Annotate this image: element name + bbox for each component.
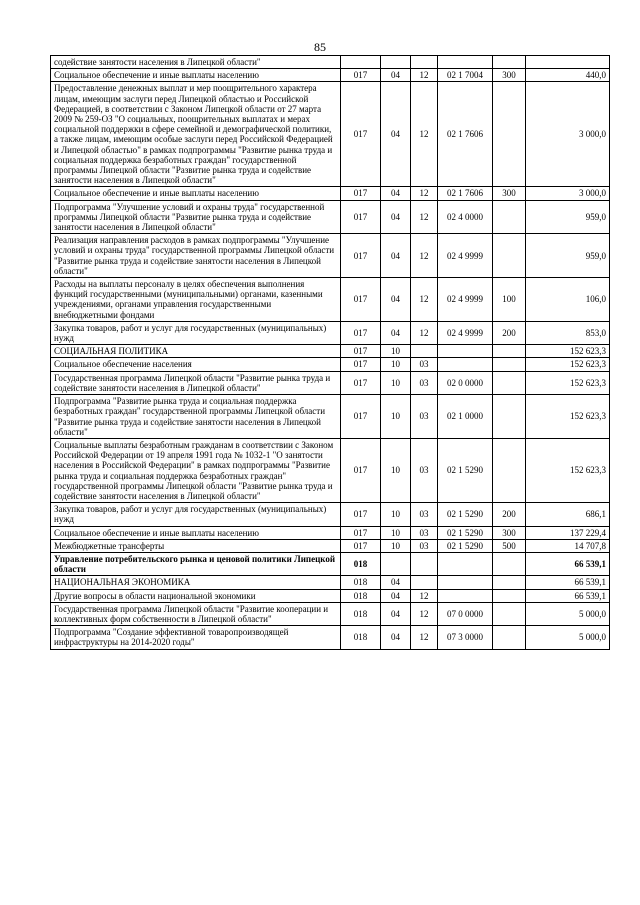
row-name-cell: Закупка товаров, работ и услуг для государственных (муниципальных) нужд [51,503,341,526]
row-rz-cell: 04 [381,278,411,322]
table-row [51,187,610,200]
row-vr-cell: 200 [493,321,526,344]
row-csr-cell: 02 1 5290 [438,539,493,552]
row-name-cell: Другие вопросы в области национальной экономики [51,589,341,602]
row-csr-cell: 02 4 9999 [438,321,493,344]
table-row [51,56,610,69]
row-pr-cell: 12 [411,234,438,278]
row-sum-cell: 686,1 [526,503,610,526]
row-rz-cell: 10 [381,438,411,502]
table-row [51,503,610,526]
row-rz-cell: 04 [381,200,411,234]
row-vr-cell: 300 [493,69,526,82]
row-name-cell: Подпрограмма "Улучшение условий и охраны труда" государственной программы Липецкой области "Развитие рынка труда и содействие занятости населения в Липецкой области" [51,200,341,234]
row-ved-cell: 017 [341,187,381,200]
row-sum-cell: 152 623,3 [526,371,610,394]
row-rz-cell [381,56,411,69]
row-name-cell: Социальное обеспечение и иные выплаты населению [51,187,341,200]
row-ved-cell: 018 [341,602,381,625]
row-ved-cell: 017 [341,82,381,187]
row-vr-cell [493,576,526,589]
row-rz-cell: 10 [381,345,411,358]
row-csr-cell [438,358,493,371]
row-sum-cell: 5 000,0 [526,626,610,649]
row-ved-cell: 017 [341,371,381,394]
row-rz-cell: 04 [381,187,411,200]
row-name-cell: Государственная программа Липецкой области "Развитие рынка труда и содействие занятости населения в Липецкой области" [51,371,341,394]
row-rz-cell: 04 [381,234,411,278]
table-row [51,602,610,625]
row-csr-cell [438,56,493,69]
row-rz-cell: 04 [381,82,411,187]
row-ved-cell: 017 [341,395,381,439]
row-name-cell: НАЦИОНАЛЬНАЯ ЭКОНОМИКА [51,576,341,589]
row-sum-cell: 137 229,4 [526,526,610,539]
row-vr-cell [493,438,526,502]
row-pr-cell [411,552,438,575]
row-vr-cell [493,371,526,394]
row-ved-cell: 018 [341,552,381,575]
row-csr-cell [438,552,493,575]
table-row [51,552,610,575]
row-ved-cell: 017 [341,438,381,502]
row-vr-cell: 300 [493,187,526,200]
row-name-cell: Государственная программа Липецкой области "Развитие кооперации и коллективных форм собственности в Липецкой области" [51,602,341,625]
row-vr-cell [493,589,526,602]
row-pr-cell: 03 [411,395,438,439]
row-pr-cell: 12 [411,321,438,344]
table-row [51,278,610,322]
row-rz-cell: 04 [381,626,411,649]
row-vr-cell [493,234,526,278]
row-sum-cell: 152 623,3 [526,395,610,439]
row-csr-cell: 02 1 5290 [438,526,493,539]
row-sum-cell: 440,0 [526,69,610,82]
row-pr-cell: 03 [411,438,438,502]
row-csr-cell [438,589,493,602]
row-rz-cell [381,552,411,575]
row-sum-cell: 3 000,0 [526,187,610,200]
row-pr-cell: 03 [411,526,438,539]
row-ved-cell: 017 [341,69,381,82]
row-csr-cell [438,345,493,358]
row-ved-cell: 017 [341,358,381,371]
table-row [51,321,610,344]
budget-table-body [51,56,610,650]
row-ved-cell [341,56,381,69]
row-sum-cell: 14 707,8 [526,539,610,552]
row-csr-cell: 02 1 7004 [438,69,493,82]
table-row [51,526,610,539]
row-csr-cell: 02 1 0000 [438,395,493,439]
row-rz-cell: 04 [381,589,411,602]
row-name-cell: Расходы на выплаты персоналу в целях обеспечения выполнения функций государственными (муниципальными) органами, казенными учреждениями, органами управления государственными внебюджетными фондами [51,278,341,322]
row-ved-cell: 018 [341,626,381,649]
table-row [51,69,610,82]
row-csr-cell: 02 1 5290 [438,438,493,502]
row-pr-cell: 12 [411,626,438,649]
row-rz-cell: 04 [381,576,411,589]
row-sum-cell: 152 623,3 [526,345,610,358]
row-csr-cell [438,576,493,589]
row-csr-cell: 07 0 0000 [438,602,493,625]
row-vr-cell [493,358,526,371]
row-ved-cell: 018 [341,576,381,589]
row-vr-cell: 500 [493,539,526,552]
row-sum-cell: 152 623,3 [526,358,610,371]
row-vr-cell [493,626,526,649]
table-row [51,539,610,552]
table-row [51,626,610,649]
row-sum-cell: 106,0 [526,278,610,322]
table-row [51,234,610,278]
row-pr-cell: 03 [411,358,438,371]
row-csr-cell: 02 4 9999 [438,278,493,322]
row-vr-cell [493,82,526,187]
row-ved-cell: 017 [341,503,381,526]
row-sum-cell: 959,0 [526,200,610,234]
row-vr-cell [493,552,526,575]
budget-table [50,55,610,650]
row-ved-cell: 018 [341,589,381,602]
row-sum-cell: 66 539,1 [526,589,610,602]
table-row [51,371,610,394]
table-row [51,589,610,602]
row-vr-cell: 100 [493,278,526,322]
row-vr-cell: 300 [493,526,526,539]
row-name-cell: Социальные выплаты безработным гражданам в соответствии с Законом Российской Федерации от 19 апреля 1991 года № 1032-1 "О занятости населения в Российской Федерации" в рамках подпрограммы "Развитие рынка труда и социальная поддержка безработных граждан" государственной программы Липецкой области "Развитие рынка труда и содействие занятости населения в Липецкой области" [51,438,341,502]
row-vr-cell [493,345,526,358]
row-sum-cell [526,56,610,69]
row-csr-cell: 02 1 7606 [438,187,493,200]
page-number: 85 [314,40,326,54]
row-pr-cell: 03 [411,371,438,394]
table-row [51,345,610,358]
row-pr-cell: 12 [411,589,438,602]
row-sum-cell: 66 539,1 [526,552,610,575]
row-pr-cell [411,345,438,358]
row-pr-cell: 12 [411,200,438,234]
row-rz-cell: 10 [381,539,411,552]
row-ved-cell: 017 [341,200,381,234]
row-csr-cell: 02 0 0000 [438,371,493,394]
row-pr-cell: 12 [411,82,438,187]
row-name-cell: Социальное обеспечение и иные выплаты населению [51,526,341,539]
table-row [51,358,610,371]
row-pr-cell: 12 [411,187,438,200]
row-name-cell: Межбюджетные трансферты [51,539,341,552]
row-rz-cell: 10 [381,526,411,539]
row-vr-cell [493,395,526,439]
row-name-cell: Социальное обеспечение населения [51,358,341,371]
row-pr-cell: 03 [411,539,438,552]
row-ved-cell: 017 [341,278,381,322]
row-sum-cell: 5 000,0 [526,602,610,625]
row-pr-cell: 12 [411,278,438,322]
row-rz-cell: 10 [381,371,411,394]
row-name-cell: Закупка товаров, работ и услуг для государственных (муниципальных) нужд [51,321,341,344]
row-sum-cell: 959,0 [526,234,610,278]
row-vr-cell [493,56,526,69]
row-rz-cell: 10 [381,358,411,371]
row-name-cell: содействие занятости населения в Липецкой области" [51,56,341,69]
table-row [51,438,610,502]
row-rz-cell: 04 [381,69,411,82]
row-pr-cell: 12 [411,602,438,625]
table-row [51,200,610,234]
row-sum-cell: 66 539,1 [526,576,610,589]
row-csr-cell: 02 4 0000 [438,200,493,234]
row-ved-cell: 017 [341,345,381,358]
row-rz-cell: 10 [381,503,411,526]
row-csr-cell: 07 3 0000 [438,626,493,649]
row-name-cell: Подпрограмма "Создание эффективной товаропроизводящей инфраструктуры на 2014-2020 годы" [51,626,341,649]
table-row [51,82,610,187]
row-name-cell: Управление потребительского рынка и ценовой политики Липецкой области [51,552,341,575]
table-row [51,395,610,439]
table-row [51,576,610,589]
row-csr-cell: 02 1 7606 [438,82,493,187]
row-ved-cell: 017 [341,539,381,552]
row-name-cell: СОЦИАЛЬНАЯ ПОЛИТИКА [51,345,341,358]
row-ved-cell: 017 [341,234,381,278]
row-rz-cell: 04 [381,321,411,344]
row-csr-cell: 02 4 9999 [438,234,493,278]
row-vr-cell [493,200,526,234]
row-name-cell: Подпрограмма "Развитие рынка труда и социальная поддержка безработных граждан" государственной программы Липецкой области "Развитие рынка труда и содействие занятости населения в Липецкой области" [51,395,341,439]
row-sum-cell: 853,0 [526,321,610,344]
row-ved-cell: 017 [341,526,381,539]
row-name-cell: Предоставление денежных выплат и мер поощрительного характера лицам, имеющим заслуги перед Липецкой областью и Российской Федерацией, в соответствии с Законом Липецкой области от 27 марта 2009 № 259-ОЗ "О социальных, поощрительных выплатах и мерах социальной поддержки в сфере семейной и демографической политики, а также лицам, имеющим особые заслуги перед Российской Федерацией и Липецкой областью" в рамках подпрограммы "Развитие рынка труда и социальная поддержка безработных граждан" государственной программы Липецкой области "Развитие рынка труда и содействие занятости населения в Липецкой области" [51,82,341,187]
row-rz-cell: 10 [381,395,411,439]
row-ved-cell: 017 [341,321,381,344]
row-sum-cell: 152 623,3 [526,438,610,502]
row-pr-cell: 12 [411,69,438,82]
row-name-cell: Социальное обеспечение и иные выплаты населению [51,69,341,82]
row-sum-cell: 3 000,0 [526,82,610,187]
row-pr-cell [411,576,438,589]
row-pr-cell [411,56,438,69]
row-name-cell: Реализация направления расходов в рамках подпрограммы "Улучшение условий и охраны труда" государственной программы Липецкой области "Развитие рынка труда и содействие занятости населения в Липецкой области" [51,234,341,278]
row-rz-cell: 04 [381,602,411,625]
row-vr-cell: 200 [493,503,526,526]
row-csr-cell: 02 1 5290 [438,503,493,526]
row-vr-cell [493,602,526,625]
row-pr-cell: 03 [411,503,438,526]
